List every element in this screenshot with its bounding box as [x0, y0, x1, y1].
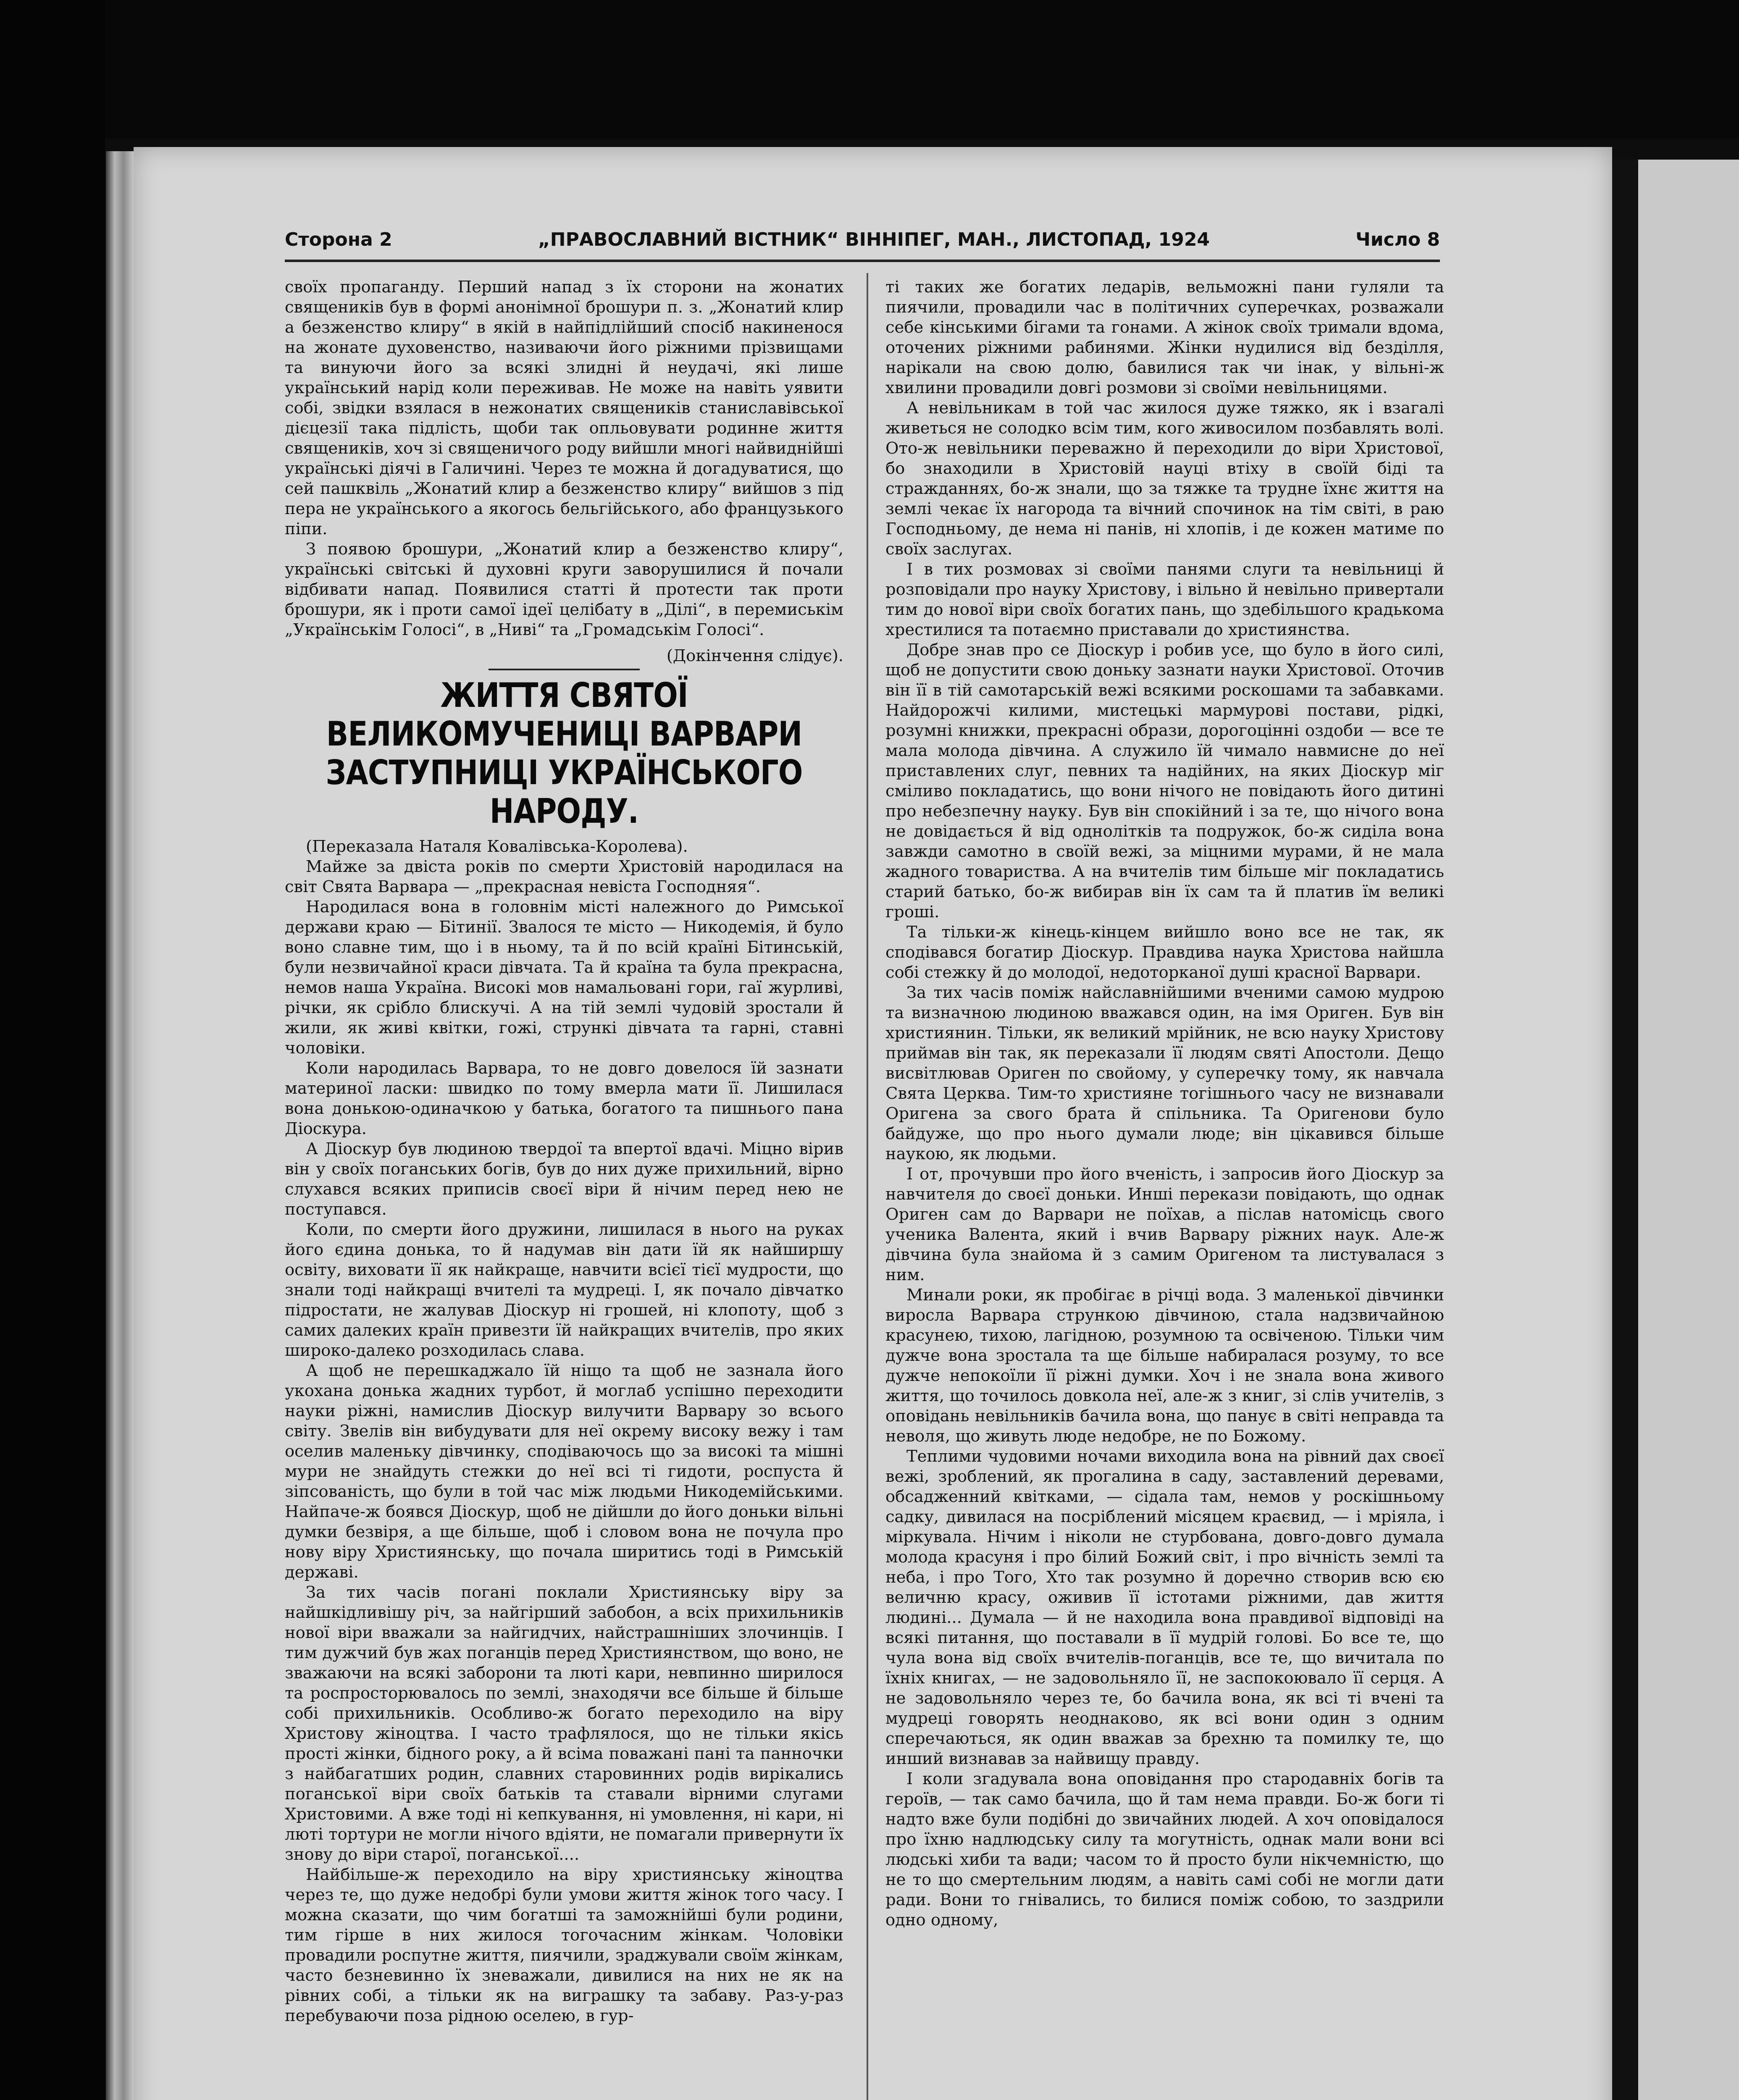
masthead: „ПРАВОСЛАВНИЙ ВІСТНИК“ ВІННІПЕГ, МАН., ЛИСТОПАД, 1924 — [538, 228, 1210, 250]
article-paragraph: За тих часів погані поклали Християнську віру за найшкідливішу річ, за найгірший забобон, а всіх прихильників нової віри вважали за найгидчих, найстрашніших злочинців. І тим дужчий був жах поганців перед Християнством, що воно, не зважаючи на всякі заборони та люті кари, невпинно ширилося та роспросторювалось по землі, знаходячи все більше й більше собі прихильників. Особливо-ж богато переходило на віру Христову жіноцтва. І часто трафлялося, що не тільки якісь прості жінки, бідного року, а й всіма поважані пані та панночки з найбагатших родин, славних старовинних родів вирікались поганської віри своїх батьків та ставали вірними слугами Христовими. А вже тоді ні кепкування, ні умовлення, ні кари, ні люті тортури не могли нічого вдіяти, не помагали привернути їх знову до віри старої, поганської.... — [285, 1583, 843, 1864]
article-headline: ЖИТТЯ СВЯТОЇ ВЕЛИКОМУЧЕНИЦІ ВАРВАРИ ЗАСТУПНИЦІ УКРАЇНСЬКОГО НАРОДУ. — [326, 676, 803, 831]
article-paragraph: І коли згадувала вона оповідання про стародавніх богів та героїв, — так само бачила, що й там нема правди. Бо-ж боги ті надто вже були подібні до звичайних людей. А хоч оповідалося про їхню надлюдську силу та могутність, однак мали вони всі людські хиби та вади; часом то й просто були нікчемністю, що не то що смертельним людям, а навіть самі собі не могли дати ради. Вони то гнівались, то билися поміж собою, то заздрили одно одному, — [885, 1769, 1444, 1929]
page-header — [285, 223, 1440, 256]
article-paragraph: За тих часів поміж найславнійшими вченими самою мудрою та визначною людиною вважався один, на імя Ориген. Був він християнин. Тільки, як великий мрійник, не всю науку Христову приймав він так, як переказали її людям святі Апостоли. Дещо висвітлював Ориген по свойому, у суперечку тому, як навчала Свята Церква. Тим-то християне тогішнього часу не визнавали Оригена за свого брата й спільника. Та Оригенови було байдуже, що про нього думали люде; він цікавився більше наукою, як людьми. — [885, 983, 1444, 1163]
page-number-label: Сторона 2 — [285, 228, 392, 250]
article-paragraph: А Діоскур був людиною твердої та впертої вдачі. Міцно вірив він у своїх поганських богів, був до них дуже прихильний, вірно слухався всяких приписів своєї віри й нічим перед нею не поступався. — [285, 1139, 843, 1219]
article-paragraph: своїх пропаганду. Перший напад з їх сторони на жонатих священиків був в формі анонімної брошури п. з. „Жонатий клир а безженство клиру“ в якій в найпідлійший спосіб накиненося на жонате духовенство, називаючи його ріжними прізвищами та винуючи його за всякі злидні й неудачі, які лише український нарід коли переживав. Не може на навіть уявити собі, звідки взялася в нежонатих священиків станиславівської дієцезії така підлість, щоби так опльовувати родинне життя священиків, хоч зі священичого роду вийшли многі найвиднійші українські діячі в Галичині. Через те можна й догадуватися, що сей пашквіль „Жонатий клир а безженство клиру“ вийшов з під пера не українського а якогось бельгійського, або французького піпи. — [285, 278, 843, 538]
article-paragraph: Коли народилась Варвара, то не довго довелося їй зазнати материної ласки: швидко по тому вмерла мати її. Лишилася вона донькою-одиначкою у батька, богатого та пишнього пана Діоскура. — [285, 1059, 843, 1138]
article-paragraph: ті таких же богатих ледарів, вельможні пани гуляли та пиячили, провадили час в політичних суперечках, розважали себе кінськими бігами та гонами. А жінок своїх тримали вдома, оточених ріжними рабинями. Жінки нудилися від безділля, нарікали на свою долю, бавилися так чи інак, у вільні-ж хвилини провадили довгі розмови зі своїми невільницями. — [885, 278, 1444, 397]
article-paragraph: А щоб не перешкаджало їй ніщо та щоб не зазнала його укохана донька жадних турбот, й моглаб успішно переходити науки ріжні, намислив Діоскур вилучити Варвару зо всього світу. Звелів він вибудувати для неї окрему високу вежу і там оселив маленьку дівчинку, сподіваючось що за високі та мішні мури не знайдуть стежки до неї всі ті гидоти, роспуста й зіпсованість, що були в той час між людьми Никодемійськими. Найпаче-ж боявся Діоскур, щоб не дійшли до його доньки вільні думки безвіря, а ще більше, щоб і словом вона не почула про нову віру Християнську, що почала ширитись тоді в Римській державі. — [285, 1361, 843, 1582]
article-paragraph: І от, прочувши про його вченість, і запросив його Діоскур за навчителя до своєї доньки. Инші перекази повідають, що однак Ориген сам до Варвари не поїхав, а післав натомісць свого ученика Валента, який і вчив Варвару ріжних наук. Але-ж дівчина була знайома й з самим Оригеном та листувалася з ним. — [885, 1165, 1444, 1284]
film-border — [0, 0, 105, 2100]
article-byline: (Переказала Наталя Ковалівська-Королева). — [306, 837, 688, 856]
issue-number-label: Число 8 — [1355, 228, 1440, 250]
right-column — [885, 277, 1444, 2100]
newspaper-page — [134, 147, 1612, 2100]
article-paragraph: Народилася вона в головнім місті належного до Римської держави краю — Бітинії. Звалося те місто — Никодемія, й було воно славне тим, що і в ньому, та й по всій країні Бітинській, були незвичайної краси дівчата. Та й країна та була прекрасна, немов наша Україна. Високі мов намальовані гори, гаї журливі, річки, як срібло блискучі. А на тій землі чудовій зростали й жили, як живі квітки, гожі, стрункі дівчата та гарні, ставні чоловіки. — [285, 898, 843, 1058]
page-gap — [1612, 160, 1638, 2100]
article-paragraph: Коли, по смерти його дружини, лишилася в нього на руках його єдина донька, то й надумав він дати їй як найширшу освіту, виховати її як найкраще, навчити всієї тієї мудрости, що знали тоді найкращі вчителі та мудреці. І, як почало дівчатко підростати, не жалував Діоскур ні грошей, ні клопоту, щоб з самих далеких країн привезти їй найкращих вчителів, про яких широко-далеко розходилась слава. — [285, 1220, 843, 1360]
page-edge — [106, 151, 135, 2100]
column-divider — [867, 273, 868, 2100]
article-paragraph: Найбільше-ж переходило на віру християнську жіноцтва через те, що дуже недобрі були умови життя жінок того часу. І можна сказати, що чим богатші та заможнійші були родини, тим гірше в них жилося тогочасним жінкам. Чоловіки провадили роспутне життя, пиячили, зраджували своїм жінкам, часто безневинно їх зневажали, дивилися на них не як на рівних собі, а тільки як на виграшку та забаву. Раз-у-раз перебуваючи поза рідною оселею, в гур- — [285, 1865, 843, 2025]
article-paragraph: Теплими чудовими ночами виходила вона на рівний дах своєї вежі, зроблений, як прогалина в саду, заставлений деревами, обсадженний квітками, — сідала там, немов у роскішньому садку, дивилася на посріблений місяцем краєвид, — і мріяла, і міркувала. Нічим і ніколи не стурбована, довго-довго думала молода красуня і про білий Божий світ, і про вічність землі та неба, і про Того, Хто так розумно й доречно створив всю єю величню красу, оживив її істотами ріжними, дав життя людині... Думала — й не находила вона правдивої відповіді на всякі питання, що поставали в її мудрій голові. Бо все те, що чула вона від своїх вчителів-поганців, все те, що вичитала по їхніх книгах, — не задовольняло її, не заспокоювало її серця. А не задовольняло через те, бо бачила вона, як всі ті вчені та мудреці говорять неоднаково, як всі вони один з одним сперечаються, як один вважав за брехню та помилку те, що инший визнавав за найвищу правду. — [885, 1447, 1444, 1768]
film-background — [0, 0, 1739, 139]
article-paragraph: Та тільки-ж кінець-кінцем вийшло воно все не так, як сподівався богатир Діоскур. Правдива наука Христова найшла собі стежку й до молодої, недоторканої душі красної Варвари. — [885, 923, 1444, 982]
header-rule — [285, 260, 1440, 262]
article-paragraph: З появою брошури, „Жонатий клир а безженство клиру“, українські світські й духовні круги заворушилися й почали відбивати напад. Появилися статті й протести так проти брошури, як і проти самої ідеї целібату в „Ділі“, в перемиськім „Українськім Голосі“, в „Ниві“ та „Громадськім Голосі“. — [285, 540, 843, 639]
section-divider — [489, 669, 640, 670]
adjacent-page — [1638, 160, 1739, 2100]
continued-note: (Докінчення слідує). — [666, 646, 843, 665]
article-paragraph: Минали роки, як пробігає в річці вода. З маленької дівчинки виросла Варвара стрункою дівчиною, стала надзвичайною красунею, тихою, лагідною, розумною та освіченою. Тільки чим дужче вона зростала та ще більше набиралася розуму, то все дужче непокоїли її ріжні думки. Хоч і не знала вона живого життя, що точилось довкола неї, але-ж з книг, зі слів учителів, з оповідань невільників бачила вона, що панує в світі неправда та неволя, що живуть люде недобре, не по Божому. — [885, 1286, 1444, 1446]
article-paragraph: Добре знав про се Діоскур і робив усе, що було в його силі, щоб не допустити свою доньку зазнати науки Христової. Оточив він її в тій самотарській вежі всякими роскошами та забавками. Найдорожчі килими, мистецькі мармурові постави, рідкі, розумні книжки, прекрасні образи, дорогоцінні оздоби — все те мала молода дівчина. А служило їй чимало навмисне до неї приставлених слуг, певних та надійних, на яких Діоскур міг сміливо покладатись, що вони нічого не повідають його дитині про небезпечну науку. Був він спокійний і за те, що нічого вона не довідається й від однолітків та подружок, бо-ж сиділа вона завжди самотно в своїй вежі, за міцними мурами, й не мала жадного товариства. А на вчителів тим більше міг покладатись старий батько, бо-ж вибирав він їх сам та й платив їм великі гроші. — [885, 640, 1444, 921]
article-paragraph: І в тих розмовах зі своїми панями слуги та невільниці й розповідали про науку Христову, і вільно й невільно привертали тим до нової віри своїх богатих пань, що здебільшого крадькома хрестилися та потаємно приставали до християнства. — [885, 560, 1444, 639]
article-paragraph: Майже за двіста років по смерти Христовій народилася на світ Свята Варвара — „прекрасная невіста Господняя“. — [285, 857, 843, 896]
left-column — [285, 277, 843, 2100]
article-paragraph: А невільникам в той час жилося дуже тяжко, як і взагалі живеться не солодко всім тим, кого живосилом позбавлять волі. Ото-ж невільники переважно й переходили до віри Христової, бо знаходили в Христовій науці втіху в своїй біді та стражданнях, бо-ж знали, що за тяжке та трудне їхнє життя на землі чекає їх нагорода та вічний спочинок на тім світі, в раю Господньому, де нема ні панів, ні хлопів, і де кожен матиме по своїх заслугах. — [885, 399, 1444, 559]
